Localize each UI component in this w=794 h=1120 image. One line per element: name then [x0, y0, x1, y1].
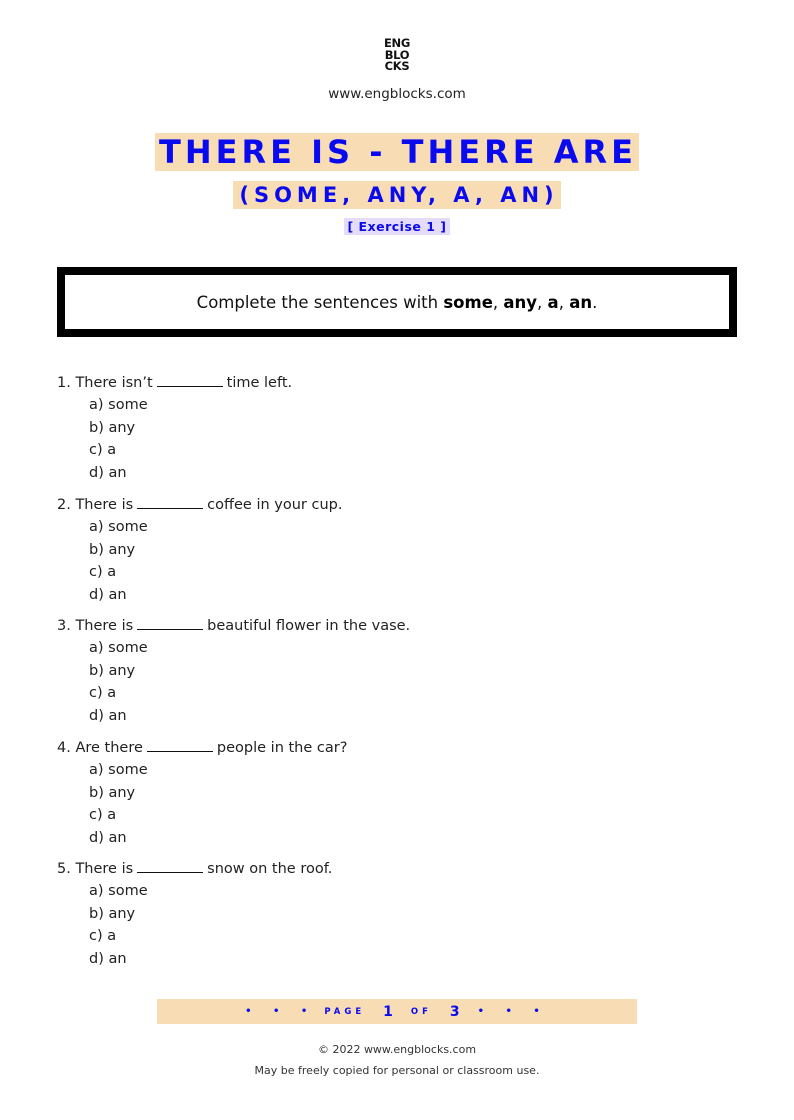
site-url[interactable]: www.engblocks.com — [328, 86, 466, 102]
word-an: an — [569, 292, 593, 312]
current-page: 1 — [383, 1003, 393, 1020]
answer-option[interactable]: b) any — [89, 905, 136, 922]
answer-option[interactable]: a) some — [89, 519, 148, 535]
answer-option[interactable]: c) a — [89, 564, 117, 580]
question-stem: 5. There is snow on the roof. — [57, 858, 332, 880]
page-indicator: • • • PAGE 1 OF 3 • • • — [157, 999, 637, 1024]
answer-option[interactable]: d) an — [89, 707, 127, 724]
answer-option[interactable]: d) an — [89, 829, 127, 846]
answer-option[interactable]: c) a — [89, 928, 117, 944]
question-stem: 2. There is coffee in your cup. — [57, 494, 342, 516]
answer-option[interactable]: b) any — [89, 784, 136, 801]
instruction-text: Complete the sentences with some, any, a, an. — [196, 292, 598, 312]
word-any: any — [503, 292, 538, 312]
answer-option[interactable]: b) any — [89, 419, 136, 436]
answer-blank[interactable] — [147, 737, 213, 752]
question-1 — [57, 372, 292, 484]
question-3 — [57, 615, 410, 727]
question-stem: 1. There isn’t time left. — [57, 372, 292, 394]
page-subtitle: (SOME, ANY, A, AN) — [233, 181, 560, 209]
engblocks-logo — [378, 38, 416, 73]
answer-option[interactable]: d) an — [89, 464, 127, 481]
question-stem: 4. Are there people in the car? — [57, 737, 347, 759]
answer-blank[interactable] — [137, 858, 203, 873]
answer-blank[interactable] — [137, 494, 203, 509]
answer-option[interactable]: d) an — [89, 950, 127, 967]
copyright: © 2022 www.engblocks.com — [317, 1043, 477, 1056]
question-stem: 3. There is beautiful flower in the vase. — [57, 615, 410, 637]
answer-option[interactable]: c) a — [89, 807, 117, 823]
answer-option[interactable]: d) an — [89, 586, 127, 603]
answer-option[interactable]: c) a — [89, 442, 117, 458]
answer-blank[interactable] — [157, 372, 223, 387]
exercise-label: [ Exercise 1 ] — [344, 218, 449, 235]
logo-line-1: ENG — [383, 36, 411, 50]
total-pages: 3 — [449, 1003, 460, 1020]
logo-line-3: CKS — [384, 59, 410, 73]
answer-option[interactable]: a) some — [89, 640, 148, 656]
answer-option[interactable]: a) some — [89, 883, 148, 899]
question-4 — [57, 737, 347, 849]
license-note: May be freely copied for personal or classroom use. — [254, 1064, 540, 1077]
word-a: a — [547, 292, 559, 312]
answer-blank[interactable] — [137, 615, 203, 630]
answer-option[interactable]: b) any — [89, 662, 136, 679]
page-title: THERE IS - THERE ARE — [155, 133, 639, 171]
word-some: some — [443, 292, 493, 312]
instruction-box — [57, 267, 737, 337]
question-5 — [57, 858, 332, 970]
question-2 — [57, 494, 342, 606]
logo-line-2: BLO — [384, 47, 410, 62]
answer-option[interactable]: a) some — [89, 397, 148, 413]
answer-option[interactable]: c) a — [89, 685, 117, 701]
answer-option[interactable]: a) some — [89, 762, 148, 778]
answer-option[interactable]: b) any — [89, 541, 136, 558]
